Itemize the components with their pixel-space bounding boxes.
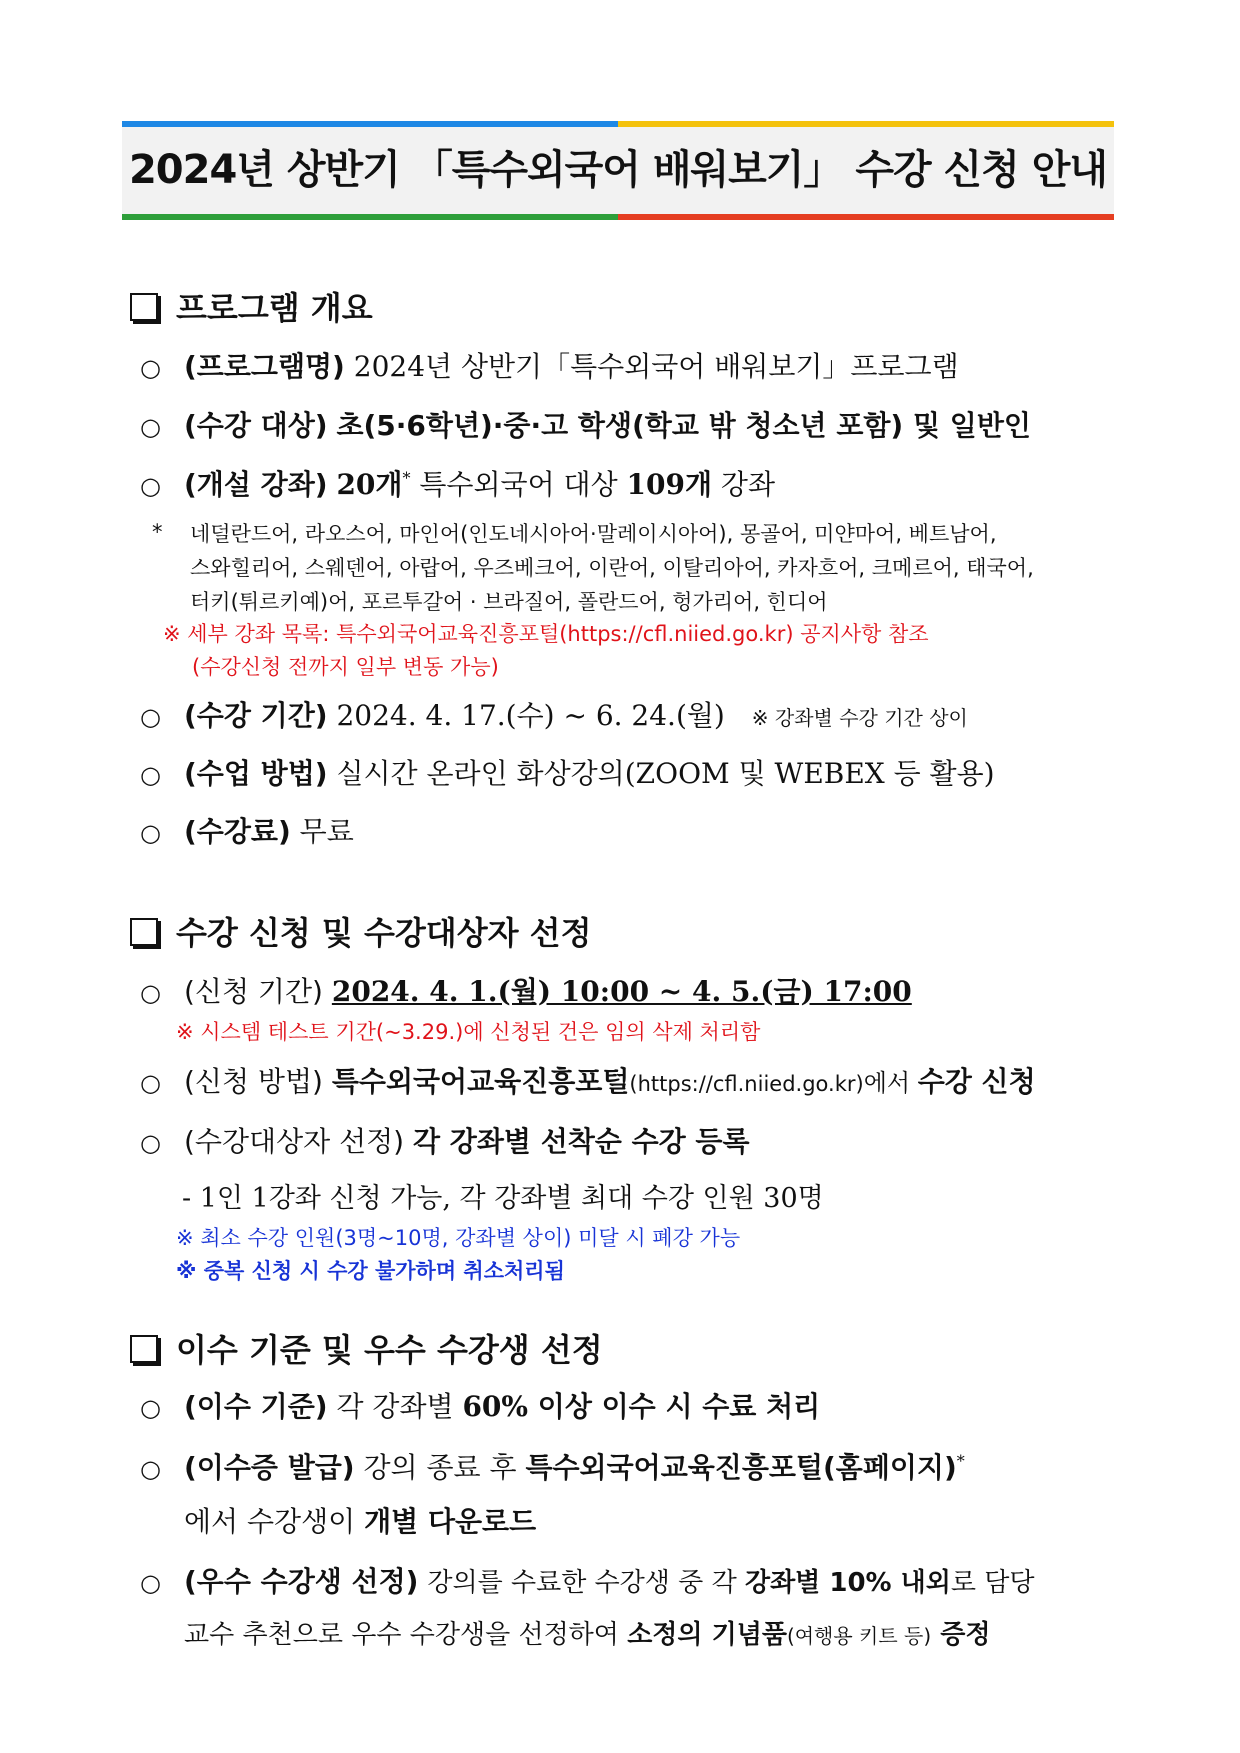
page-title: 2024년 상반기 「특수외국어 배워보기」 수강 신청 안내 bbox=[128, 147, 1108, 193]
section-heading-completion: 이수 기준 및 우수 수강생 선정 bbox=[130, 1325, 603, 1371]
checkbox-icon bbox=[130, 293, 158, 321]
detail-note-2: (수강신청 전까지 일부 변동 가능) bbox=[192, 655, 499, 679]
title-banner bbox=[122, 121, 1114, 220]
item-certificate: ○ (이수증 발급) 강의 종료 후 특수외국어교육진흥포털(홈페이지)* bbox=[140, 1451, 965, 1484]
selection-note-2: ※ 중복 신청 시 수강 불가하며 취소처리됨 bbox=[176, 1259, 565, 1283]
section-heading-application: 수강 신청 및 수강대상자 선정 bbox=[130, 908, 592, 954]
bullet-icon: ○ bbox=[140, 1129, 161, 1157]
item-criteria: ○ (이수 기준) 각 강좌별 60% 이상 이수 시 수료 처리 bbox=[140, 1390, 821, 1423]
title-bar-bottom-green bbox=[122, 214, 618, 220]
item-excellent-line2: 교수 추천으로 우수 수강생을 선정하여 소정의 기념품(여행용 키트 등) 증정 bbox=[184, 1620, 991, 1650]
languages-line-2: 스와힐리어, 스웨덴어, 아랍어, 우즈베크어, 이란어, 이탈리아어, 카자흐어, 크메르어, 태국어, bbox=[190, 556, 1034, 580]
languages-line-1: 네덜란드어, 라오스어, 마인어(인도네시아어·말레이시아어), 몽골어, 미얀마어, 베트남어, bbox=[190, 522, 997, 546]
bullet-icon: ○ bbox=[140, 761, 161, 789]
item-apply-period: ○ (신청 기간) 2024. 4. 1.(월) 10:00 ~ 4. 5.(금) 17:00 bbox=[140, 975, 912, 1008]
item-period: ○ (수강 기간) 2024. 4. 17.(수) ~ 6. 24.(월) ※ 강좌별 수강 기간 상이 bbox=[140, 699, 968, 732]
item-excellent: ○ (우수 수강생 선정) 강의를 수료한 수강생 중 각 강좌별 10% 내외로 담당 bbox=[140, 1565, 1035, 1598]
bullet-icon: ○ bbox=[140, 1069, 161, 1097]
item-program-name: ○ (프로그램명) 2024년 상반기「특수외국어 배워보기」프로그램 bbox=[140, 350, 959, 383]
item-certificate-line2: 에서 수강생이 개별 다운로드 bbox=[184, 1505, 537, 1538]
item-target: ○ (수강 대상) 초(5·6학년)·중·고 학생(학교 밖 청소년 포함) 및 일반인 bbox=[140, 409, 1031, 442]
detail-note: ※ 세부 강좌 목록: 특수외국어교육진흥포털(https://cfl.niied.go.kr) 공지사항 참조 bbox=[163, 622, 929, 646]
item-apply-method: ○ (신청 방법) 특수외국어교육진흥포털(https://cfl.niied.go.kr)에서 수강 신청 bbox=[140, 1065, 1036, 1098]
item-selection: ○ (수강대상자 선정) 각 강좌별 선착순 수강 등록 bbox=[140, 1125, 750, 1158]
bullet-icon: ○ bbox=[140, 979, 161, 1007]
bullet-icon: ○ bbox=[140, 703, 161, 731]
languages-star: * bbox=[152, 520, 163, 544]
item-courses: ○ (개설 강좌) 20개* 특수외국어 대상 109개 강좌 bbox=[140, 468, 776, 501]
bullet-icon: ○ bbox=[140, 819, 161, 847]
bullet-icon: ○ bbox=[140, 1394, 161, 1422]
title-bar-bottom-red bbox=[618, 214, 1114, 220]
checkbox-icon bbox=[130, 1335, 158, 1363]
section-heading-overview: 프로그램 개요 bbox=[130, 283, 373, 329]
selection-sub: - 1인 1강좌 신청 가능, 각 강좌별 최대 수강 인원 30명 bbox=[182, 1183, 824, 1214]
bullet-icon: ○ bbox=[140, 1455, 161, 1483]
bullet-icon: ○ bbox=[140, 354, 161, 382]
selection-note-1: ※ 최소 수강 인원(3명~10명, 강좌별 상이) 미달 시 폐강 가능 bbox=[176, 1226, 741, 1250]
languages-line-3: 터키(튀르키예)어, 포르투갈어 · 브라질어, 폴란드어, 헝가리어, 힌디어 bbox=[190, 590, 828, 614]
item-fee: ○ (수강료) 무료 bbox=[140, 815, 354, 848]
apply-period-note: ※ 시스템 테스트 기간(~3.29.)에 신청된 건은 임의 삭제 처리함 bbox=[176, 1020, 761, 1044]
checkbox-icon bbox=[130, 918, 158, 946]
item-method: ○ (수업 방법) 실시간 온라인 화상강의(ZOOM 및 WEBEX 등 활용) bbox=[140, 757, 995, 790]
bullet-icon: ○ bbox=[140, 472, 161, 500]
bullet-icon: ○ bbox=[140, 413, 161, 441]
bullet-icon: ○ bbox=[140, 1569, 161, 1597]
